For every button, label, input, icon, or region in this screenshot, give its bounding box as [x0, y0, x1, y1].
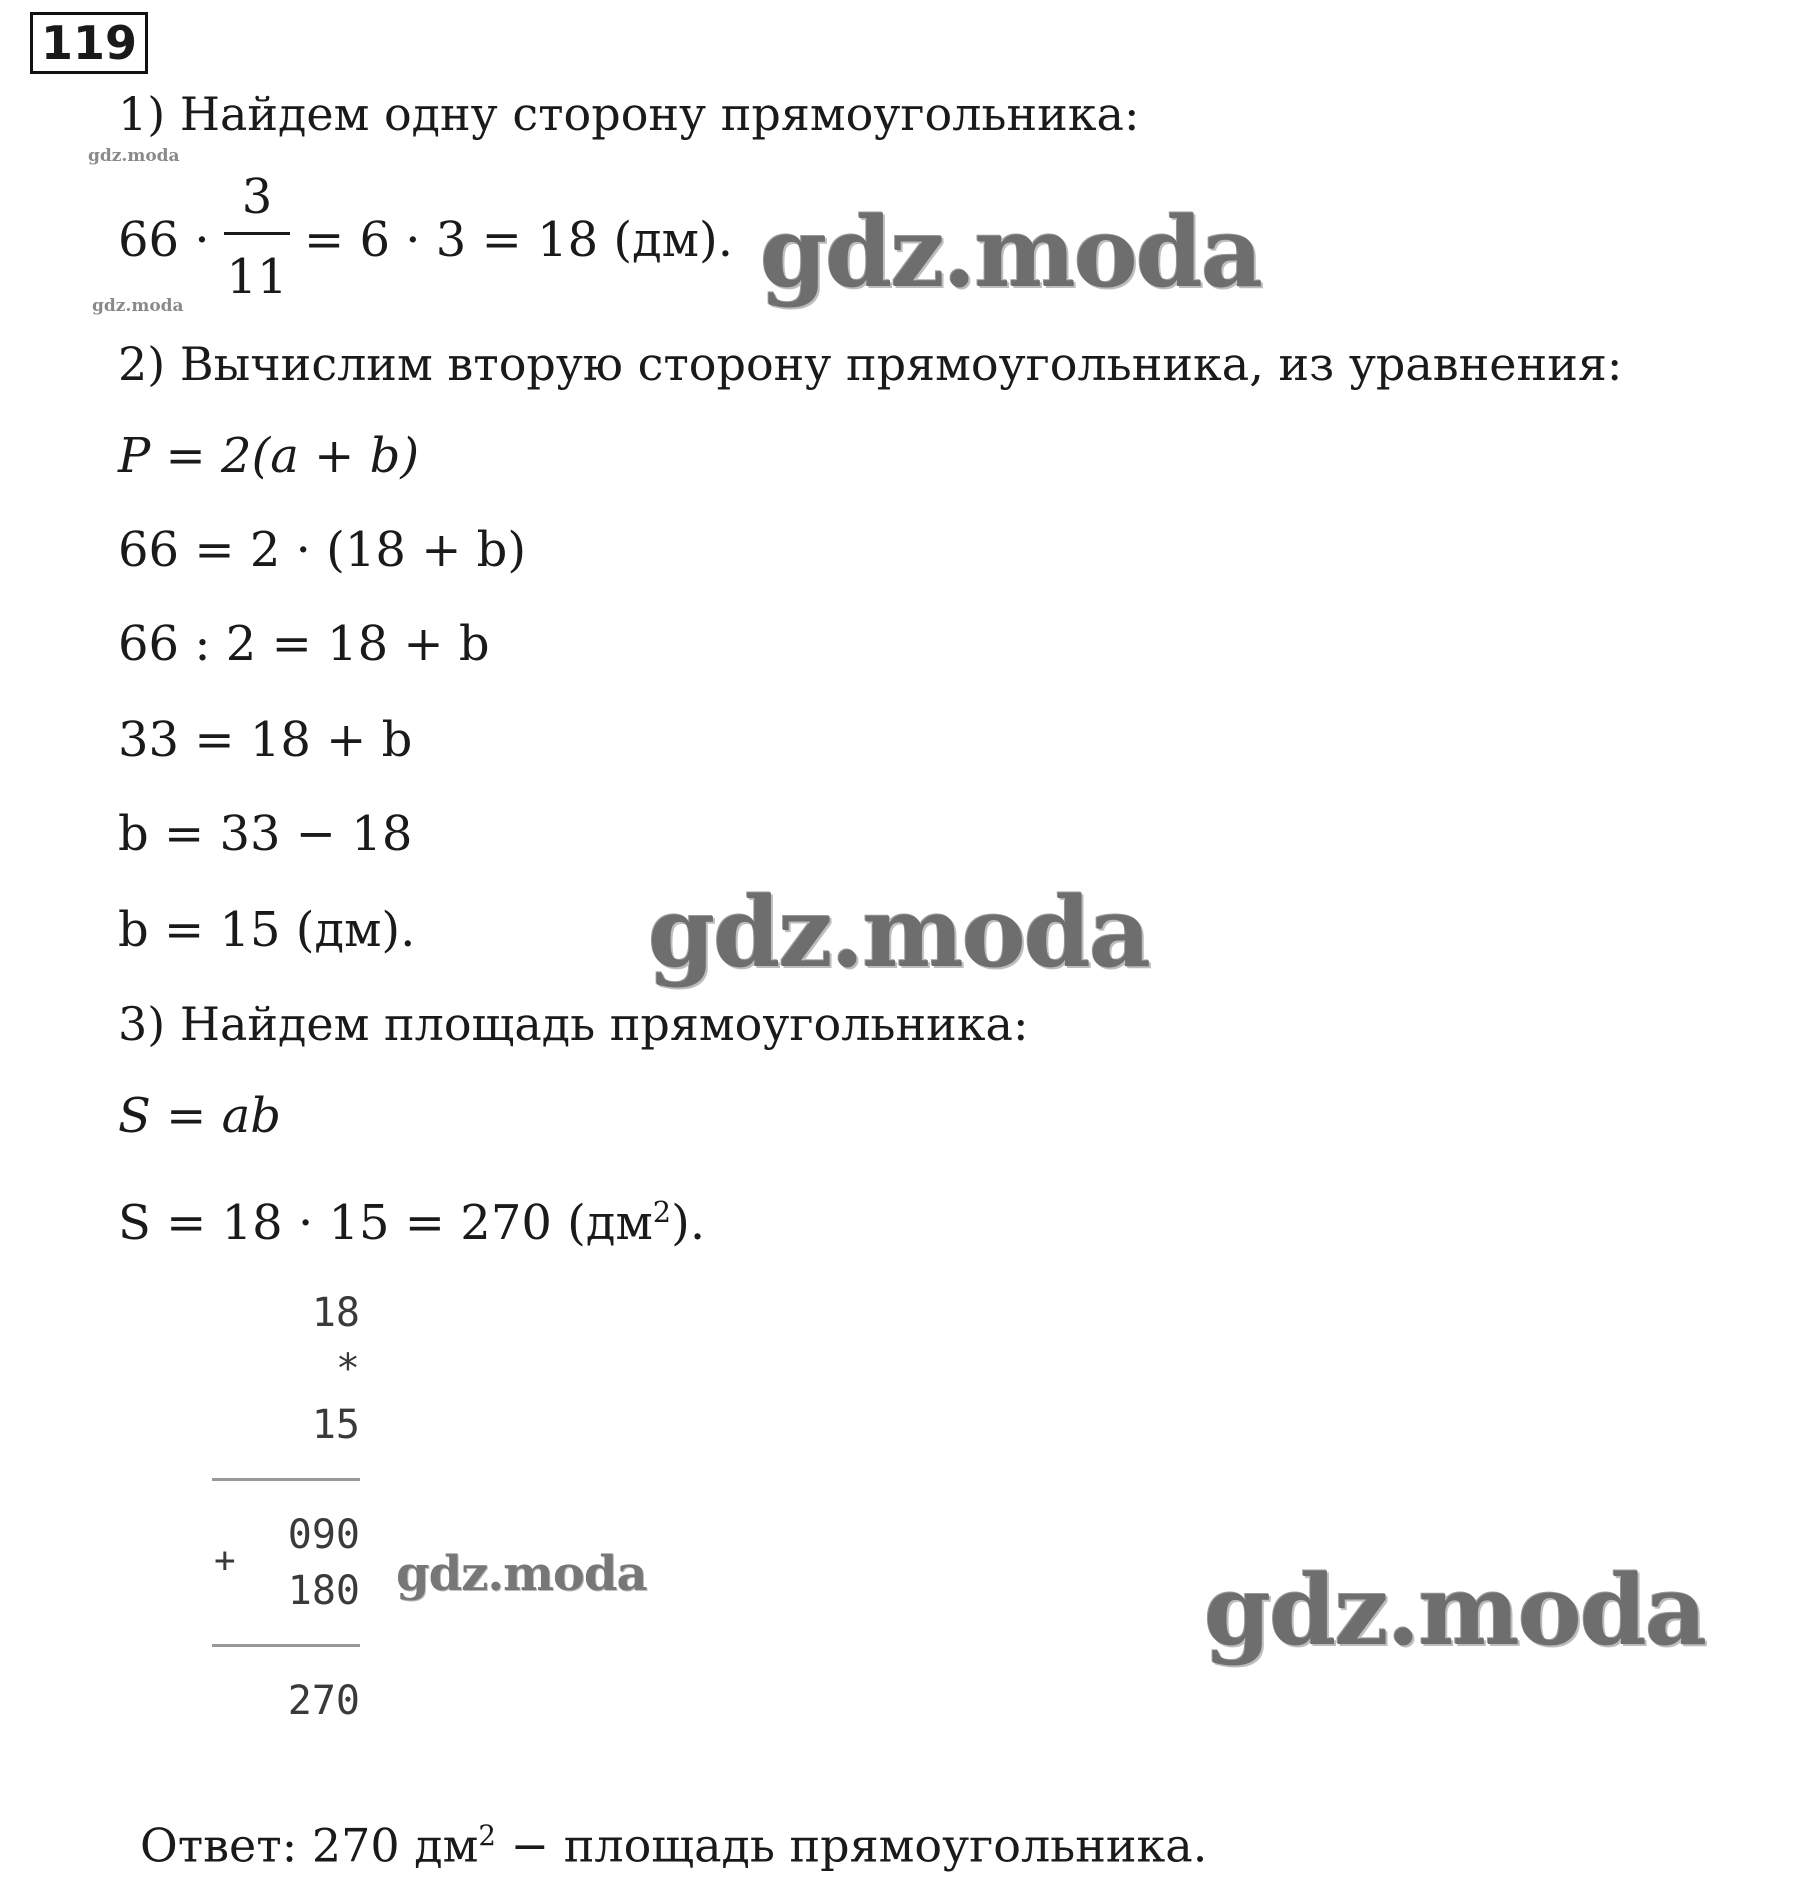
equation-line-6: b = 15 (дм).: [118, 902, 416, 958]
area-calc-sup: 2: [652, 1195, 672, 1229]
area-calc-main: S = 18 · 15 = 270 (дм: [118, 1195, 653, 1251]
watermark-big-1: gdz.moda: [760, 196, 1262, 309]
area-formula: S = ab: [118, 1088, 281, 1144]
fraction-denominator: 11: [226, 249, 288, 305]
problem-number: 119: [30, 12, 148, 74]
column-top: 18: [311, 1290, 360, 1336]
watermark-mid: gdz.moda: [396, 1546, 647, 1602]
equation-line-1: P = 2(a + b): [118, 428, 420, 484]
equation-line-4: 33 = 18 + b: [118, 712, 413, 768]
answer-main: Ответ: 270 дм: [140, 1818, 479, 1873]
column-op: *: [335, 1346, 360, 1392]
column-partial-1: 090: [287, 1512, 360, 1558]
watermark-small-2: gdz.moda: [92, 296, 184, 316]
column-bottom: 15: [311, 1402, 360, 1448]
step1-expr-left: 66 ·: [118, 212, 210, 268]
watermark-small-1: gdz.moda: [88, 146, 180, 166]
column-rule-2: [212, 1644, 360, 1647]
watermark-big-3: gdz.moda: [1204, 1554, 1706, 1667]
answer-rest: − площадь прямоугольника.: [495, 1818, 1208, 1873]
column-result: 270: [287, 1678, 360, 1724]
answer-line: [140, 1808, 1207, 1873]
column-partial-2: 180: [287, 1568, 360, 1614]
step2-heading: 2) Вычислим вторую сторону прямоугольника, из уравнения:: [118, 337, 1623, 391]
fraction-bar: [224, 232, 290, 235]
step1-expr-right: = 6 · 3 = 18 (дм).: [304, 212, 733, 268]
answer-sup: 2: [478, 1819, 496, 1852]
equation-line-2: 66 = 2 · (18 + b): [118, 522, 527, 578]
area-calculation: [118, 1184, 705, 1251]
fraction-numerator: 3: [241, 169, 273, 225]
area-calc-end: ).: [671, 1195, 706, 1251]
column-rule-1: [212, 1478, 360, 1481]
equation-line-5: b = 33 − 18: [118, 806, 413, 862]
step1-heading: 1) Найдем одну сторону прямоугольника:: [118, 87, 1140, 141]
equation-line-3: 66 : 2 = 18 + b: [118, 616, 490, 672]
watermark-big-2: gdz.moda: [648, 876, 1150, 989]
column-plus: +: [214, 1540, 236, 1581]
step3-heading: 3) Найдем площадь прямоугольника:: [118, 997, 1029, 1051]
